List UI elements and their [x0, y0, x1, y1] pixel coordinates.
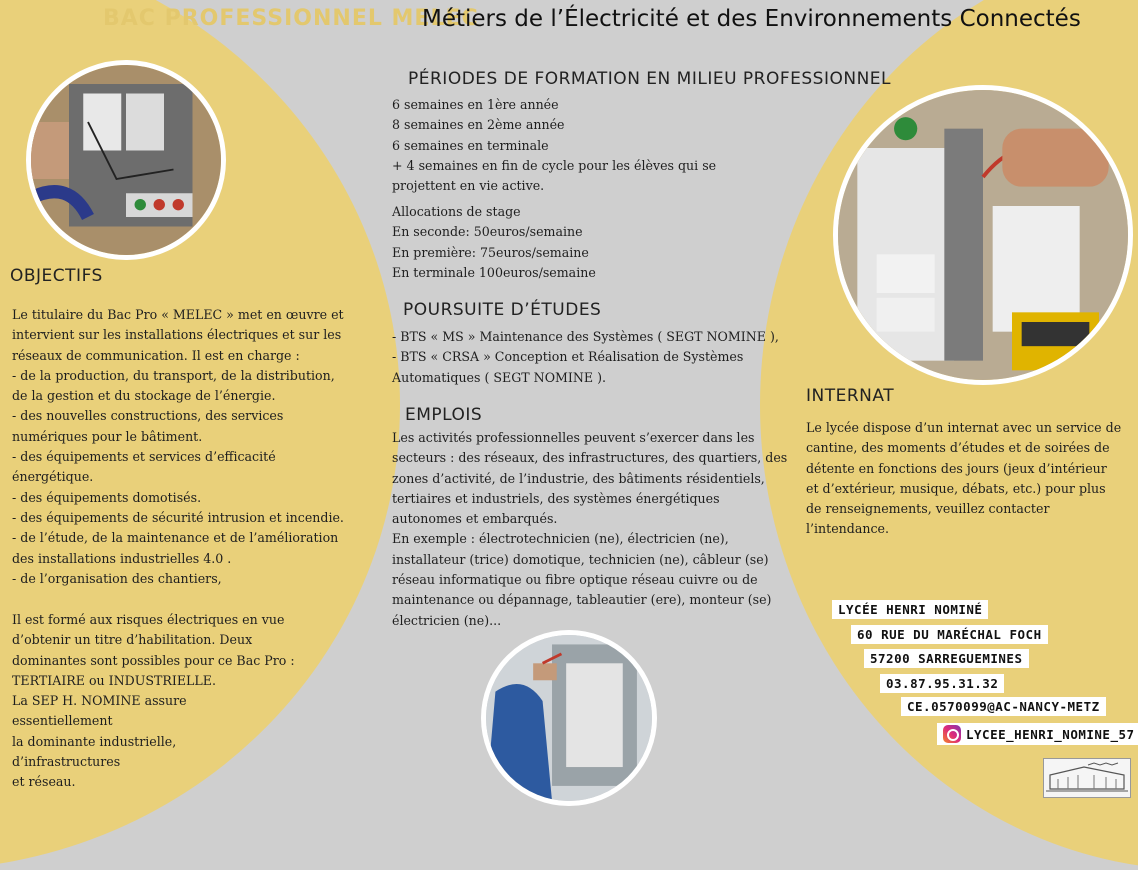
internat-line: et d’extérieur, musique, débats, etc.) pour plus: [806, 480, 1106, 496]
photo-technician-image: [486, 635, 652, 801]
objectifs-line: d’obtenir un titre d’habilitation. Deux: [12, 632, 253, 648]
objectifs-line: - des équipements domotisés.: [12, 489, 202, 505]
objectifs-line: réseaux de communication. Il est en charge :: [12, 347, 300, 363]
emplois-line: zones d’activité, de l’industrie, des bâtiments résidentiels,: [392, 470, 765, 486]
objectifs-line: - des nouvelles constructions, des services: [12, 408, 284, 424]
pfmp-line: + 4 semaines en fin de cycle pour les élèves qui se: [392, 157, 717, 173]
allocation-line: En seconde: 50euros/semaine: [392, 224, 583, 240]
internat-line: de renseignements, veuillez contacter: [806, 501, 1050, 517]
emplois-line: autonomes et embarqués.: [392, 511, 558, 527]
internat-line: l’intendance.: [806, 521, 889, 537]
objectifs-text: [12, 305, 344, 589]
poursuite-list: [392, 327, 779, 388]
objectifs-habilitation: [12, 610, 295, 793]
emplois-line: tertiaires et industriels, des systèmes énergétiques: [392, 490, 720, 506]
instagram-link[interactable]: [937, 723, 1138, 745]
objectifs-line: la dominante industrielle,: [12, 733, 177, 749]
objectifs-line: dominantes sont possibles pour ce Bac Pro :: [12, 652, 295, 668]
emplois-line: électricien (ne)...: [392, 612, 502, 628]
objectifs-line: d’infrastructures: [12, 754, 121, 770]
objectifs-line: - de l’étude, de la maintenance et de l’amélioration: [12, 530, 339, 546]
objectifs-line: - de l’organisation des chantiers,: [12, 570, 222, 586]
school-name: LYCÉE HENRI NOMINÉ: [832, 600, 988, 619]
school-street: 60 RUE DU MARÉCHAL FOCH: [851, 625, 1048, 644]
objectifs-line: - des équipements de sécurité intrusion et incendie.: [12, 509, 344, 525]
pfmp-line: 8 semaines en 2ème année: [392, 117, 565, 133]
photo-electrical-panel: [26, 60, 226, 260]
objectifs-line: essentiellement: [12, 713, 113, 729]
pfmp-allocations: [392, 202, 596, 283]
internat-line: Le lycée dispose d’un internat avec un service de: [806, 420, 1122, 435]
poursuite-heading: POURSUITE D’ÉTUDES: [403, 300, 602, 320]
pfmp-line: 6 semaines en terminale: [392, 137, 549, 153]
objectifs-line: - de la production, du transport, de la distribution,: [12, 367, 335, 383]
emplois-line: installateur (trice) domotique, technicien (ne), câbleur (se): [392, 551, 769, 567]
objectifs-line: TERTIAIRE ou INDUSTRIELLE.: [12, 672, 216, 688]
internat-text: [806, 418, 1121, 540]
poursuite-line: - BTS « CRSA » Conception et Réalisation de Systèmes: [392, 349, 744, 365]
school-logo: [1043, 758, 1131, 798]
instagram-handle: LYCEE_HENRI_NOMINE_57: [966, 726, 1135, 742]
internat-heading: INTERNAT: [806, 386, 895, 406]
photo-wiring-panel-image: [838, 90, 1128, 380]
objectifs-line: La SEP H. NOMINE assure: [12, 693, 187, 709]
emplois-line: secteurs : des réseaux, des infrastructures, des quartiers, des: [392, 450, 788, 466]
pfmp-line: projettent en vie active.: [392, 178, 545, 194]
objectifs-line: - des équipements et services d’efficacité: [12, 449, 276, 465]
allocation-line: En première: 75euros/semaine: [392, 244, 589, 260]
program-title: BAC PROFESSIONNEL MELEC: [103, 6, 479, 31]
poursuite-line: - BTS « MS » Maintenance des Systèmes ( SEGT NOMINE ),: [392, 329, 779, 344]
emplois-line: Les activités professionnelles peuvent s’exercer dans les: [392, 430, 755, 445]
school-building-icon: [1044, 759, 1130, 797]
objectifs-line: intervient sur les installations électriques et sur les: [12, 327, 342, 343]
emplois-text: [392, 428, 787, 631]
school-email[interactable]: CE.0570099@AC-NANCY-METZ: [901, 697, 1106, 716]
emplois-line: réseau informatique ou fibre optique réseau cuivre ou de: [392, 572, 758, 588]
pfmp-durations: [392, 95, 716, 196]
objectifs-line: et réseau.: [12, 774, 76, 790]
objectifs-line: de la gestion et du stockage de l’énergie.: [12, 388, 276, 404]
instagram-icon: [943, 725, 961, 743]
poursuite-line: Automatiques ( SEGT NOMINE ).: [392, 369, 607, 385]
objectifs-line: des installations industrielles 4.0 .: [12, 550, 232, 566]
emplois-line: maintenance ou dépannage, tableautier (ere), monteur (se): [392, 592, 772, 608]
objectifs-line: énergétique.: [12, 469, 94, 485]
objectifs-line: Il est formé aux risques électriques en vue: [12, 612, 285, 627]
emplois-line: En exemple : électrotechnicien (ne), électricien (ne),: [392, 531, 729, 547]
internat-line: cantine, des moments d’études et de soirées de: [806, 440, 1110, 456]
school-city: 57200 SARREGUEMINES: [864, 649, 1029, 668]
objectifs-heading: OBJECTIFS: [10, 266, 103, 286]
photo-technician: [481, 630, 657, 806]
photo-wiring-panel: [833, 85, 1133, 385]
objectifs-line: numériques pour le bâtiment.: [12, 428, 203, 444]
pfmp-line: 6 semaines en 1ère année: [392, 97, 559, 112]
internat-line: détente en fonctions des jours (jeux d’intérieur: [806, 460, 1107, 476]
objectifs-line: Le titulaire du Bac Pro « MELEC » met en œuvre et: [12, 307, 344, 322]
pfmp-heading: PÉRIODES DE FORMATION EN MILIEU PROFESSIONNEL: [408, 69, 892, 89]
allocation-line: En terminale 100euros/semaine: [392, 264, 596, 280]
allocation-line: Allocations de stage: [392, 204, 521, 219]
page-title: Métiers de l’Électricité et des Environnements Connectés: [422, 6, 1081, 32]
photo-electrical-panel-image: [31, 65, 221, 255]
school-phone[interactable]: 03.87.95.31.32: [880, 674, 1004, 693]
emplois-heading: EMPLOIS: [405, 405, 483, 425]
